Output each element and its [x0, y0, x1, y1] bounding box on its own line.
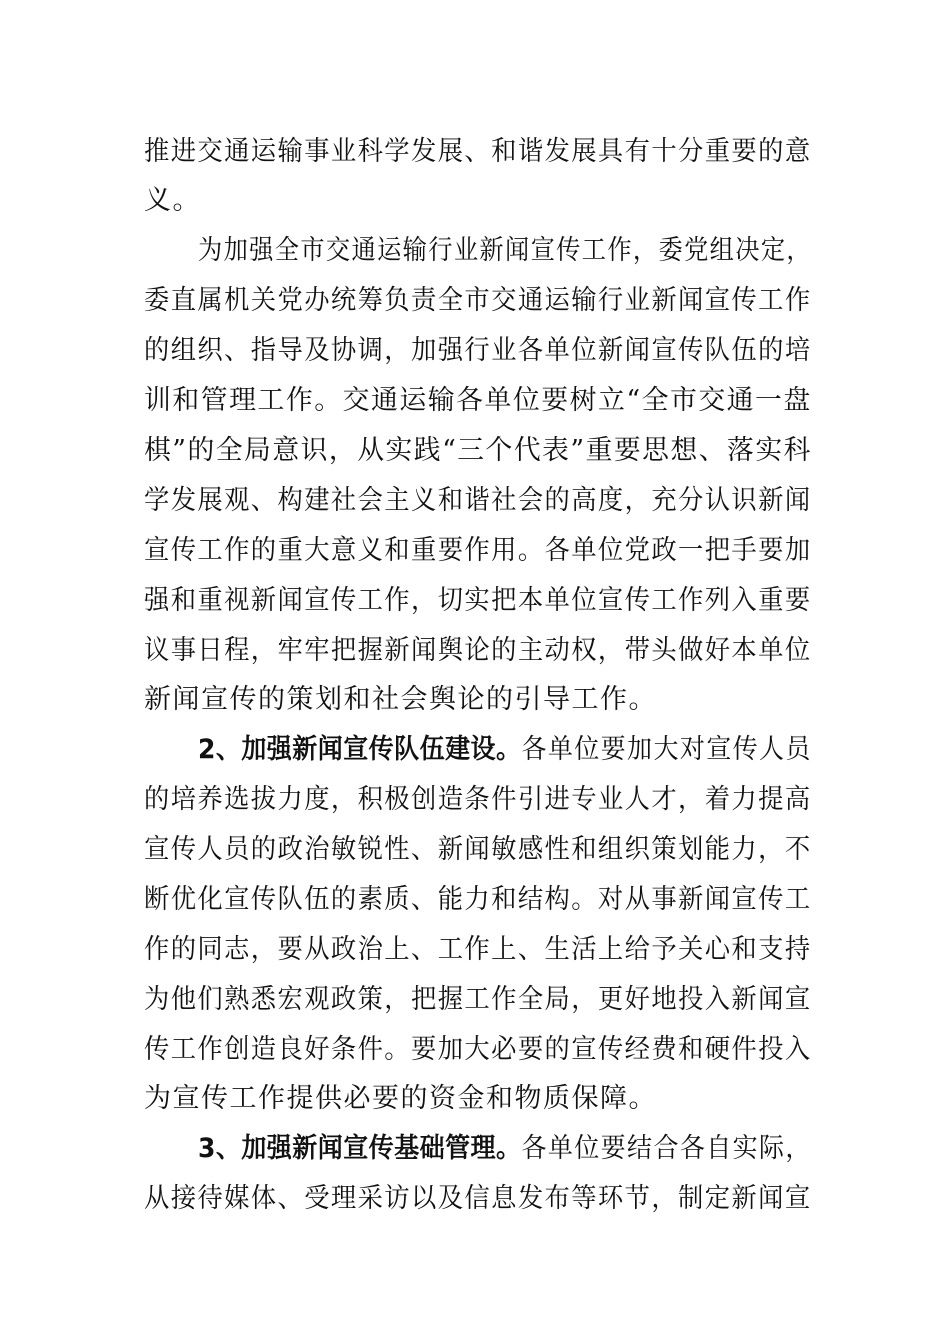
text-line: 学发展观、构建社会主义和谐社会的高度，充分认识新闻	[144, 485, 812, 516]
section-heading: 3、加强新闻宣传基础管理。	[198, 1133, 522, 1164]
text-line: 断优化宣传队伍的素质、能力和结构。对从事新闻宣传工	[144, 884, 812, 915]
section-text: 各单位要结合各自实际，	[521, 1133, 812, 1164]
section-text: 各单位要加大对宣传人员	[521, 734, 812, 765]
text-line: 的培养选拔力度，积极创造条件引进专业人才，着力提高	[144, 784, 812, 815]
text-line: 从接待媒体、受理采访以及信息发布等环节，制定新闻宣	[144, 1183, 812, 1214]
text-line: 为宣传工作提供必要的资金和物质保障。	[144, 1083, 657, 1114]
text-line: 推进交通运输事业科学发展、和谐发展具有十分重要的意	[144, 136, 812, 167]
section-heading-line	[198, 732, 812, 768]
text-line: 义。	[144, 185, 201, 216]
paragraph-first-line: 为加强全市交通运输行业新闻宣传工作，委党组决定，	[198, 235, 812, 266]
text-line: 为他们熟悉宏观政策，把握工作全局，更好地投入新闻宣	[144, 984, 812, 1015]
text-line: 宣传工作的重大意义和重要作用。各单位党政一把手要加	[144, 535, 812, 566]
text-line: 强和重视新闻宣传工作，切实把本单位宣传工作列入重要	[144, 585, 812, 616]
section-heading: 2、加强新闻宣传队伍建设。	[198, 734, 522, 765]
text-line: 的组织、指导及协调，加强行业各单位新闻宣传队伍的培	[144, 335, 812, 366]
text-line: 传工作创造良好条件。要加大必要的宣传经费和硬件投入	[144, 1034, 812, 1065]
text-line: 议事日程，牢牢把握新闻舆论的主动权，带头做好本单位	[144, 635, 812, 666]
text-line: 新闻宣传的策划和社会舆论的引导工作。	[144, 684, 657, 715]
section-heading-line	[198, 1131, 812, 1167]
text-line: 棋”的全局意识，从实践“三个代表”重要思想、落实科	[144, 435, 812, 466]
text-line: 宣传人员的政治敏锐性、新闻敏感性和组织策划能力，不	[144, 834, 812, 865]
text-line: 训和管理工作。交通运输各单位要树立“全市交通一盘	[144, 385, 812, 416]
text-line: 作的同志，要从政治上、工作上、生活上给予关心和支持	[144, 934, 812, 965]
text-line: 委直属机关党办统筹负责全市交通运输行业新闻宣传工作	[144, 285, 812, 316]
